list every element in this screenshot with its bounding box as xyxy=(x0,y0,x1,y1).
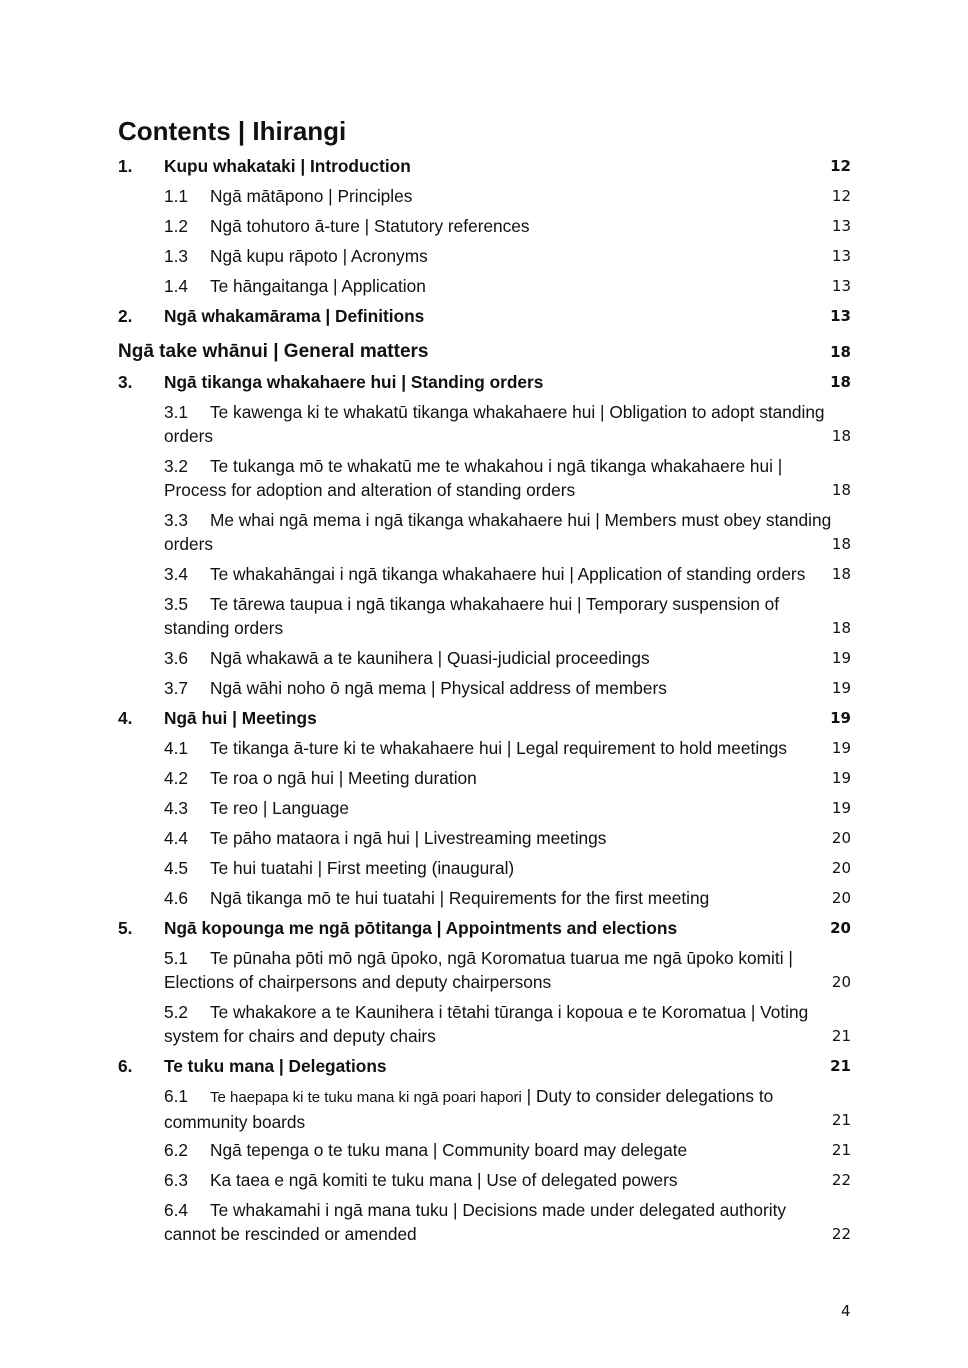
toc-entry-4[interactable] xyxy=(118,706,851,736)
toc-text-small: Te haepapa ki te tuku mana ki ngā poari hapori xyxy=(210,1089,522,1106)
toc-number: 6.4 xyxy=(164,1200,189,1220)
toc-number: 1.3 xyxy=(164,246,189,266)
toc-number: 3.4 xyxy=(164,564,189,584)
toc-number: 3.6 xyxy=(164,648,189,668)
toc-entry-4-3[interactable] xyxy=(118,796,851,826)
toc-page: 20 xyxy=(831,829,851,847)
toc-entry-6-4[interactable] xyxy=(118,1198,851,1252)
toc-text: Ngā tepenga o te tuku mana | Community board may delegate xyxy=(210,1140,688,1160)
toc-text: Me whai ngā mema i ngā tikanga whakahaere hui | Members must obey standing orders xyxy=(164,510,832,554)
toc-text: Ngā mātāpono | Principles xyxy=(210,186,413,206)
toc-part-general-matters[interactable] xyxy=(118,340,851,370)
toc-entry-1-3[interactable] xyxy=(118,244,851,274)
toc-text: Ngā tohutoro ā-ture | Statutory references xyxy=(210,216,530,236)
toc-page: 18 xyxy=(831,481,851,499)
table-of-contents xyxy=(118,154,851,1252)
toc-entry-1[interactable] xyxy=(118,154,851,184)
toc-text: Te whakahāngai i ngā tikanga whakahaere hui | Application of standing orders xyxy=(210,564,806,584)
toc-entry-3[interactable] xyxy=(118,370,851,400)
toc-entry-3-7[interactable] xyxy=(118,676,851,706)
toc-entry-1-2[interactable] xyxy=(118,214,851,244)
toc-number: 1. xyxy=(118,156,133,176)
toc-entry-5[interactable] xyxy=(118,916,851,946)
toc-entry-6-1[interactable] xyxy=(118,1084,851,1138)
toc-text: Ngā kupu rāpoto | Acronyms xyxy=(210,246,428,266)
toc-entry-4-4[interactable] xyxy=(118,826,851,856)
toc-entry-1-1[interactable] xyxy=(118,184,851,214)
toc-page: 22 xyxy=(831,1171,851,1189)
toc-number: 4.6 xyxy=(164,888,189,908)
toc-number: 3.5 xyxy=(164,594,189,614)
toc-text: Te roa o ngā hui | Meeting duration xyxy=(210,768,477,788)
toc-number: 4.1 xyxy=(164,738,189,758)
toc-page: 13 xyxy=(831,247,851,265)
toc-page: 18 xyxy=(830,373,851,391)
toc-entry-6-2[interactable] xyxy=(118,1138,851,1168)
toc-page: 19 xyxy=(831,799,851,817)
toc-number: 5.2 xyxy=(164,1002,189,1022)
toc-text: Ngā take whānui | General matters xyxy=(118,341,429,362)
toc-page: 18 xyxy=(831,535,851,553)
toc-entry-6[interactable] xyxy=(118,1054,851,1084)
toc-text xyxy=(164,1084,836,1134)
toc-entry-1-4[interactable] xyxy=(118,274,851,304)
toc-number: 2. xyxy=(118,306,133,326)
toc-number: 3.7 xyxy=(164,678,189,698)
toc-number: 1.4 xyxy=(164,276,189,296)
toc-page: 19 xyxy=(830,709,851,727)
toc-number: 3.3 xyxy=(164,510,189,530)
toc-text: Te tārewa taupua i ngā tikanga whakahaere hui | Temporary suspension of standing orders xyxy=(164,594,780,638)
toc-text: Te hāngaitanga | Application xyxy=(210,276,426,296)
toc-page: 20 xyxy=(831,973,851,991)
toc-text: Ngā whakamārama | Definitions xyxy=(164,306,425,326)
toc-page: 13 xyxy=(831,217,851,235)
toc-entry-3-1[interactable] xyxy=(118,400,851,454)
toc-entry-3-3[interactable] xyxy=(118,508,851,562)
toc-page: 20 xyxy=(831,859,851,877)
toc-text: Te tukanga mō te whakatū me te whakahou i ngā tikanga whakahaere hui | Process for adoption and alteration of standing orders xyxy=(164,456,783,500)
toc-page: 19 xyxy=(831,649,851,667)
page-number: 4 xyxy=(841,1302,851,1320)
toc-text: Kupu whakataki | Introduction xyxy=(164,156,411,176)
toc-number: 1.2 xyxy=(164,216,189,236)
toc-text: Ka taea e ngā komiti te tuku mana | Use of delegated powers xyxy=(210,1170,678,1190)
toc-page: 19 xyxy=(831,679,851,697)
toc-page: 19 xyxy=(831,769,851,787)
toc-page: 21 xyxy=(830,1057,851,1075)
toc-page: 13 xyxy=(830,307,851,325)
toc-entry-4-5[interactable] xyxy=(118,856,851,886)
toc-text: Te pūnaha pōti mō ngā ūpoko, ngā Koromatua tuarua me ngā ūpoko komiti | Elections of chairpersons and deputy chairpersons xyxy=(164,948,793,992)
toc-entry-2[interactable] xyxy=(118,304,851,334)
contents-title: Contents | Ihirangi xyxy=(118,116,347,146)
toc-page: 21 xyxy=(831,1111,851,1129)
toc-number: 3. xyxy=(118,372,133,392)
toc-entry-3-2[interactable] xyxy=(118,454,851,508)
toc-text: Te pāho mataora i ngā hui | Livestreaming meetings xyxy=(210,828,607,848)
toc-number: 4.3 xyxy=(164,798,189,818)
toc-entry-4-1[interactable] xyxy=(118,736,851,766)
toc-number: 6.2 xyxy=(164,1140,189,1160)
toc-number: 4.5 xyxy=(164,858,189,878)
toc-text: Ngā tikanga whakahaere hui | Standing orders xyxy=(164,372,544,392)
toc-text-rest: | Duty to consider delegations to community boards xyxy=(164,1086,774,1132)
toc-entry-3-4[interactable] xyxy=(118,562,851,592)
toc-number: 3.2 xyxy=(164,456,189,476)
toc-number: 5. xyxy=(118,918,133,938)
toc-text: Te kawenga ki te whakatū tikanga whakahaere hui | Obligation to adopt standing orders xyxy=(164,402,825,446)
toc-text: Te whakakore a te Kaunihera i tētahi tūranga i kopoua e te Koromatua | Voting system for chairs and deputy chairs xyxy=(164,1002,809,1046)
toc-page: 21 xyxy=(831,1141,851,1159)
toc-entry-5-2[interactable] xyxy=(118,1000,851,1054)
toc-text: Te reo | Language xyxy=(210,798,350,818)
toc-page: 20 xyxy=(830,919,851,937)
toc-entry-4-2[interactable] xyxy=(118,766,851,796)
toc-number: 6.1 xyxy=(164,1086,189,1106)
toc-entry-3-5[interactable] xyxy=(118,592,851,646)
toc-text: Ngā whakawā a te kaunihera | Quasi-judicial proceedings xyxy=(210,648,650,668)
toc-page: 13 xyxy=(831,277,851,295)
toc-page: 21 xyxy=(831,1027,851,1045)
toc-number: 4. xyxy=(118,708,133,728)
toc-number: 6.3 xyxy=(164,1170,189,1190)
toc-page: 12 xyxy=(830,157,851,175)
toc-entry-5-1[interactable] xyxy=(118,946,851,1000)
toc-number: 5.1 xyxy=(164,948,189,968)
toc-page: 19 xyxy=(831,739,851,757)
toc-text: Te hui tuatahi | First meeting (inaugural) xyxy=(210,858,515,878)
toc-number: 4.2 xyxy=(164,768,189,788)
toc-entry-6-3[interactable] xyxy=(118,1168,851,1198)
toc-number: 3.1 xyxy=(164,402,189,422)
toc-number: 1.1 xyxy=(164,186,189,206)
toc-page: 20 xyxy=(831,889,851,907)
toc-page: 18 xyxy=(831,619,851,637)
toc-number: 6. xyxy=(118,1056,133,1076)
toc-page: 18 xyxy=(831,427,851,445)
toc-entry-3-6[interactable] xyxy=(118,646,851,676)
toc-number: 4.4 xyxy=(164,828,189,848)
toc-text: Ngā hui | Meetings xyxy=(164,708,317,728)
toc-page: 18 xyxy=(831,565,851,583)
toc-page: 12 xyxy=(831,187,851,205)
toc-text: Te tuku mana | Delegations xyxy=(164,1056,387,1076)
toc-text: Te tikanga ā-ture ki te whakahaere hui | Legal requirement to hold meetings xyxy=(210,738,788,758)
toc-text: Ngā kopounga me ngā pōtitanga | Appointments and elections xyxy=(164,918,678,938)
toc-text: Te whakamahi i ngā mana tuku | Decisions made under delegated authority cannot be rescinded or amended xyxy=(164,1200,787,1244)
toc-page: 18 xyxy=(830,343,851,361)
toc-text: Ngā tikanga mō te hui tuatahi | Requirements for the first meeting xyxy=(210,888,710,908)
toc-entry-4-6[interactable] xyxy=(118,886,851,916)
toc-page: 22 xyxy=(831,1225,851,1243)
toc-text: Ngā wāhi noho ō ngā mema | Physical address of members xyxy=(210,678,667,698)
